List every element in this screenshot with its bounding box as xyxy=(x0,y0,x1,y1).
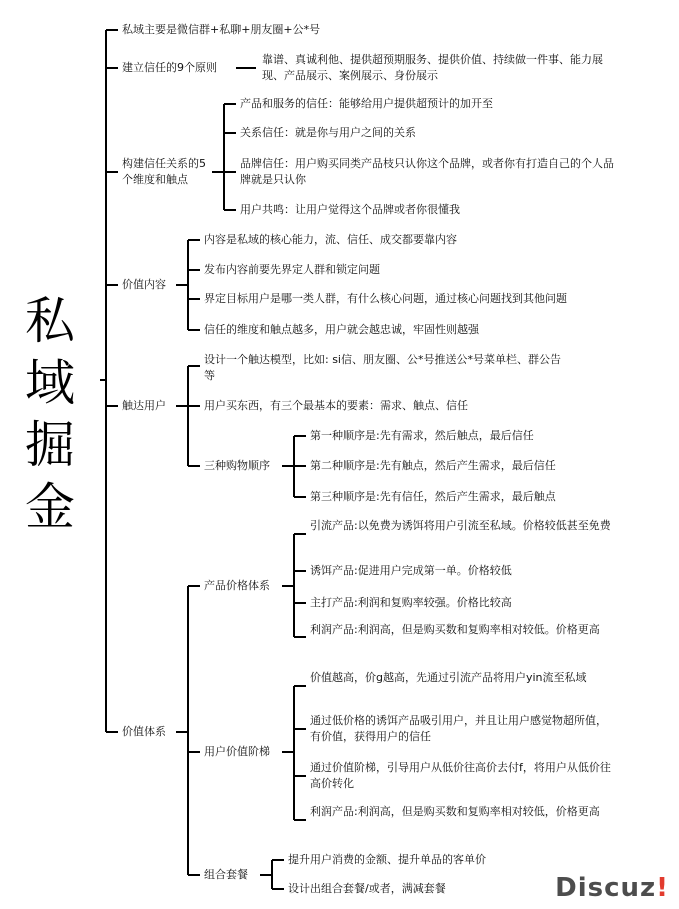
value-ladder-item: 通过低价格的诱饵产品吸引用户，并且让用户感觉物超所值，有价值，获得用户的信任 xyxy=(310,714,607,743)
value-content-item: 发布内容前要先界定人群和锁定问题 xyxy=(204,263,380,276)
branch-private-domain-channels: 私域主要是微信群+私聊+朋友圈+公*号 xyxy=(122,23,321,36)
value-content-item: 信任的维度和触点越多，用户就会越忠诚，牢固性则越强 xyxy=(204,323,479,336)
shopping-order-item: 第二种顺序是:先有触点，然后产生需求，最后信任 xyxy=(310,459,556,472)
value-ladder-item: 价值越高，价g越高，先通过引流产品将用户yin流至私域 xyxy=(310,671,587,684)
branch-trust-dimensions: 构建信任关系的5个维度和触点 xyxy=(122,157,206,186)
user-value-ladder-label: 用户价值阶梯 xyxy=(204,745,270,758)
root-title: 私域掘金 xyxy=(25,292,75,536)
trust-dimension-item: 用户共鸣：让用户觉得这个品牌或者你很懂我 xyxy=(240,203,460,216)
watermark-text: Discuz xyxy=(555,873,657,903)
branch-reach-users: 触达用户 xyxy=(122,399,166,412)
branch-trust-principles: 建立信任的9个原则 xyxy=(122,61,217,74)
discuz-watermark xyxy=(555,873,669,903)
shopping-order-label: 三种购物顺序 xyxy=(204,459,270,472)
trust-dimension-item: 关系信任：就是你与用户之间的关系 xyxy=(240,126,416,139)
value-ladder-item: 通过价值阶梯，引导用户从低价往高价去付f，将用户从低价往高价转化 xyxy=(310,761,611,790)
trust-principles-list: 靠谱、真诚利他、提供超预期服务、提供价值、持续做一件事、能力展现、产品展示、案例展示、身份展示 xyxy=(262,53,603,82)
trust-dimension-item: 产品和服务的信任：能够给用户提供超预计的加开至 xyxy=(240,97,493,110)
price-system-item: 主打产品:利润和复购率较强。价格比较高 xyxy=(310,596,512,609)
reach-users-item: 设计一个触达模型，比如: si信、朋友圈、公*号推送公*号菜单栏、群公告等 xyxy=(204,353,561,382)
value-content-item: 界定目标用户是哪一类人群，有什么核心问题，通过核心问题找到其他问题 xyxy=(204,292,567,305)
trust-dimension-item: 品牌信任：用户购买同类产品枝只认你这个品牌，或者你有打造自己的个人品牌就是只认你 xyxy=(240,157,614,186)
value-content-item: 内容是私域的核心能力，流、信任、成交都要靠内容 xyxy=(204,233,457,246)
combo-package-item: 提升用户消费的金额、提升单品的客单价 xyxy=(288,853,486,866)
shopping-order-item: 第一种顺序是:先有需求，然后触点，最后信任 xyxy=(310,429,534,442)
combo-package-label: 组合套餐 xyxy=(204,868,248,881)
price-system-item: 引流产品:以免费为诱饵将用户引流至私域。价格较低甚至免费 xyxy=(310,519,611,532)
reach-users-item: 用户买东西，有三个最基本的要素：需求、触点、信任 xyxy=(204,399,468,412)
product-price-system-label: 产品价格体系 xyxy=(204,579,270,592)
watermark-mark: ! xyxy=(656,873,669,903)
branch-value-system: 价值体系 xyxy=(122,725,166,738)
value-ladder-item: 利润产品:利润高，但是购买数和复购率相对较低，价格更高 xyxy=(310,805,600,818)
price-system-item: 诱饵产品:促进用户完成第一单。价格较低 xyxy=(310,564,512,577)
branch-value-content: 价值内容 xyxy=(122,278,166,291)
shopping-order-item: 第三种顺序是:先有信任，然后产生需求，最后触点 xyxy=(310,490,556,503)
combo-package-item: 设计出组合套餐/或者，满减套餐 xyxy=(288,882,446,895)
price-system-item: 利润产品:利润高，但是购买数和复购率相对较低。价格更高 xyxy=(310,623,600,636)
